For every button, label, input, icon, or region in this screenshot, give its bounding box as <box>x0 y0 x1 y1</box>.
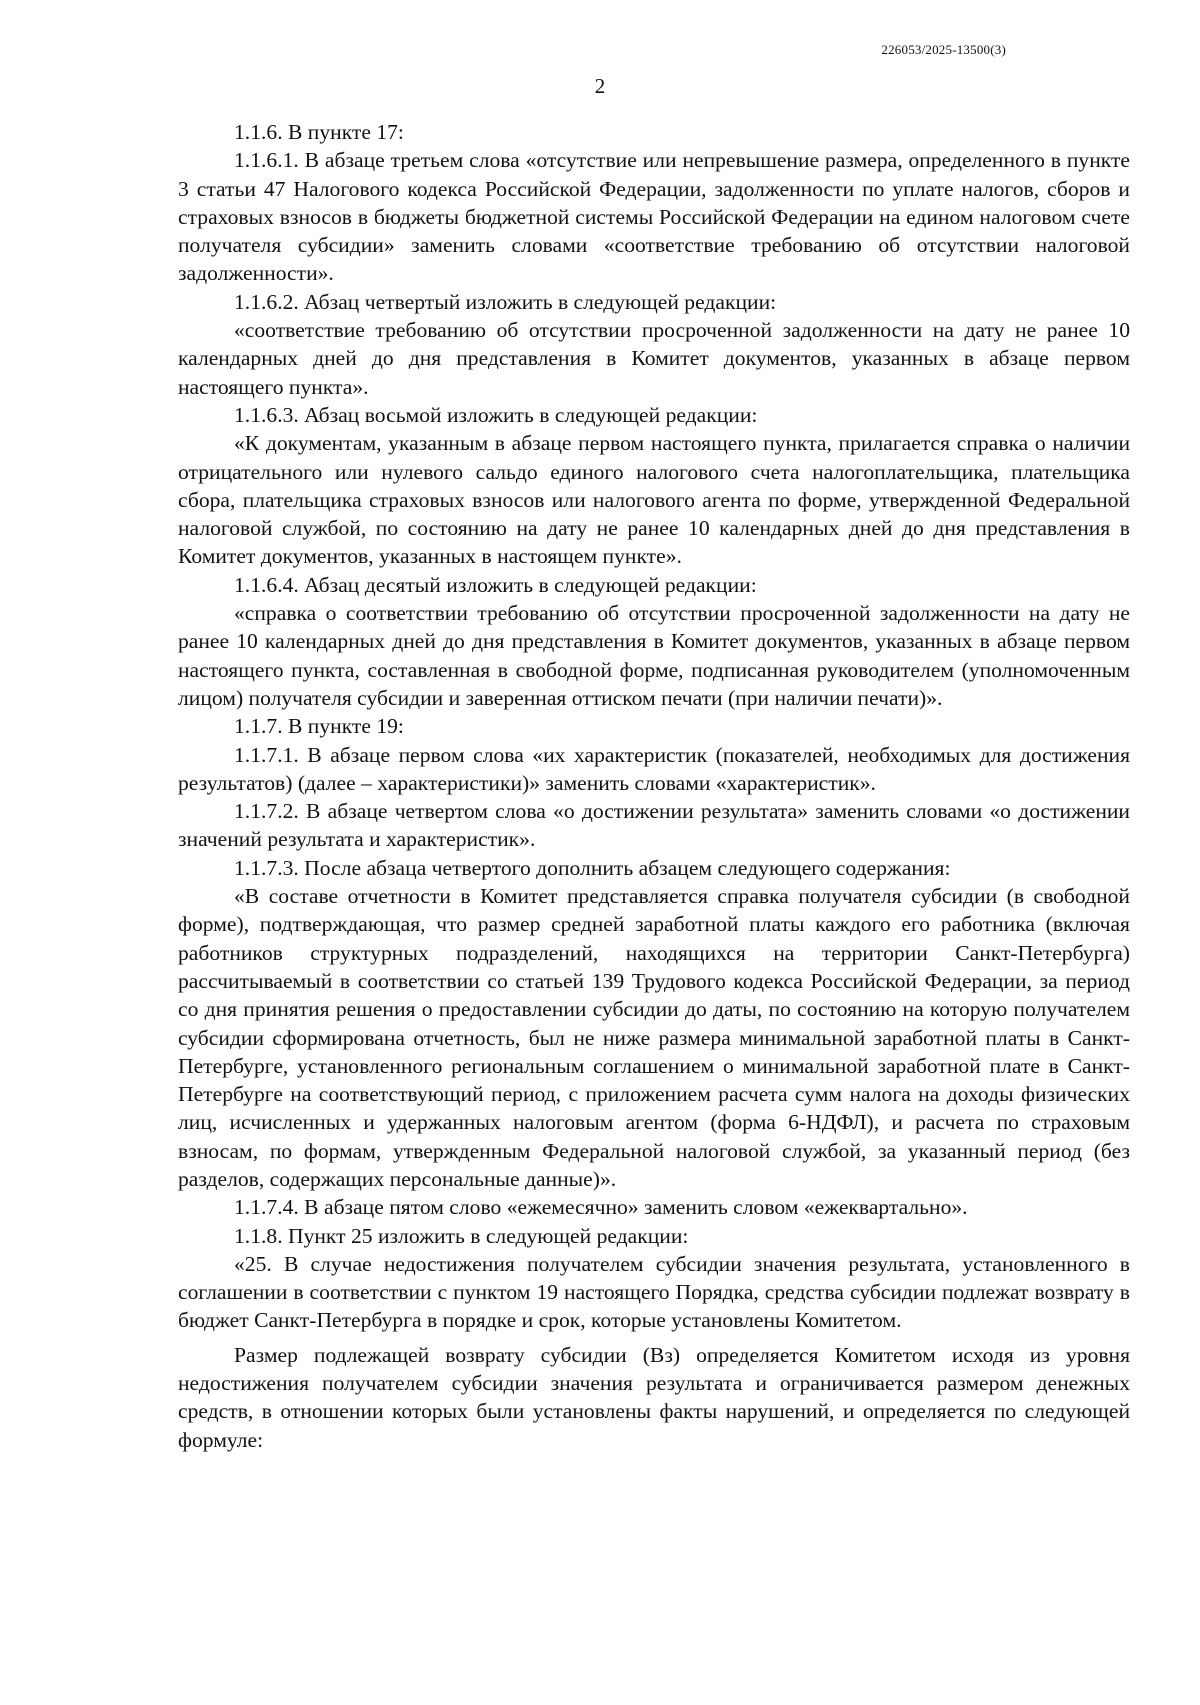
paragraph: 1.1.7. В пункте 19: <box>234 714 404 739</box>
paragraph: 1.1.7.3. После абзаца четвертого дополнить абзацем следующего содержания: <box>234 855 951 880</box>
paragraph: 1.1.6.1. В абзаце третьем слова «отсутствие или непревышение размера, определенного в пункте 3 статьи 47 Налогового кодекса Российской Федерации, задолженности по уплате налогов, сборов и страховых взносов в бюджеты бюджетной системы Российской Федерации на едином налоговом счете получателя субсидии» заменить словами «соответствие требованию об отсутствии налоговой задолженности». <box>178 148 1130 286</box>
paragraph: «25. В случае недостижения получателем субсидии значения результата, установленного в соглашении в соответствии с пунктом 19 настоящего Порядка, средства субсидии подлежат возврату в бюджет Санкт-Петербурга в порядке и срок, которые установлены Комитетом. <box>178 1251 1130 1333</box>
paragraph: 1.1.6. В пункте 17: <box>234 120 404 144</box>
page-number: 2 <box>594 74 606 98</box>
paragraph: «В составе отчетности в Комитет представляется справка получателя субсидии (в свободной форме), подтверждающая, что размер средней заработной платы каждого его работника (включая работников структурных подразделений, находящихся на территории Санкт-Петербурга) рассчитываемый в соответствии со статьей 139 Трудового кодекса Российской Федерации, за период со дня принятия решения о предоставлении субсидии до даты, по состоянию на которую получателем субсидии сформирована отчетность, был не ниже размера минимальной заработной платы в Санкт-Петербурге, установленного региональным соглашением о минимальной заработной плате в Санкт-Петербурге на соответствующий период, с приложением расчета сумм налога на доходы физических лиц, исчисленных и удержанных налоговым агентом (форма 6-НДФЛ), и расчета по страховым взносам, по формам, утвержденным Федеральной налоговой службой, за указанный период (без разделов, содержащих персональные данные)». <box>178 884 1130 1191</box>
paragraph: 1.1.6.2. Абзац четвертый изложить в следующей редакции: <box>234 289 777 314</box>
paragraph: 1.1.7.1. В абзаце первом слова «их характеристик (показателей, необходимых для достижения результатов) (далее – характеристики)» заменить словами «характеристик». <box>178 742 1130 795</box>
paragraph: Размер подлежащей возврату субсидии (Вз) определяется Комитетом исходя из уровня недостижения получателем субсидии значения результата и ограничивается размером денежных средств, в отношении которых были установлены факты нарушений, и определяется по следующей формуле: <box>178 1342 1130 1452</box>
paragraph: 1.1.8. Пункт 25 изложить в следующей редакции: <box>234 1223 689 1248</box>
paragraph: 1.1.7.2. В абзаце четвертом слова «о достижении результата» заменить словами «о достижении значений результата и характеристик». <box>178 799 1130 852</box>
paragraph: 1.1.6.4. Абзац десятый изложить в следующей редакции: <box>234 572 757 597</box>
paragraph: «соответствие требованию об отсутствии просроченной задолженности на дату не ранее 10 календарных дней до дня представления в Комитет документов, указанных в абзаце первом настоящего пункта». <box>178 318 1130 399</box>
paragraph: «справка о соответствии требованию об отсутствии просроченной задолженности на дату не ранее 10 календарных дней до дня представления в Комитет документов, указанных в абзаце первом настоящего пункта, составленная в свободной форме, подписанная руководителем (уполномоченным лицом) получателя субсидии и заверенная оттиском печати (при наличии печати)». <box>178 601 1130 710</box>
paragraph: 1.1.6.3. Абзац восьмой изложить в следующей редакции: <box>234 402 758 427</box>
paragraph: 1.1.7.4. В абзаце пятом слово «ежемесячно» заменить словом «ежеквартально». <box>234 1195 968 1220</box>
document-id: 226053/2025-13500(3) <box>881 42 1006 57</box>
document-body <box>178 118 1130 1454</box>
paragraph: «К документам, указанным в абзаце первом настоящего пункта, прилагается справка о наличии отрицательного или нулевого сальдо единого налогового счета налогоплательщика, плательщика сбора, плательщика страховых взносов или налогового агента по форме, утвержденной Федеральной налоговой службой, по состоянию на дату не ранее 10 календарных дней до дня представления в Комитет документов, указанных в настоящем пункте». <box>178 431 1130 569</box>
